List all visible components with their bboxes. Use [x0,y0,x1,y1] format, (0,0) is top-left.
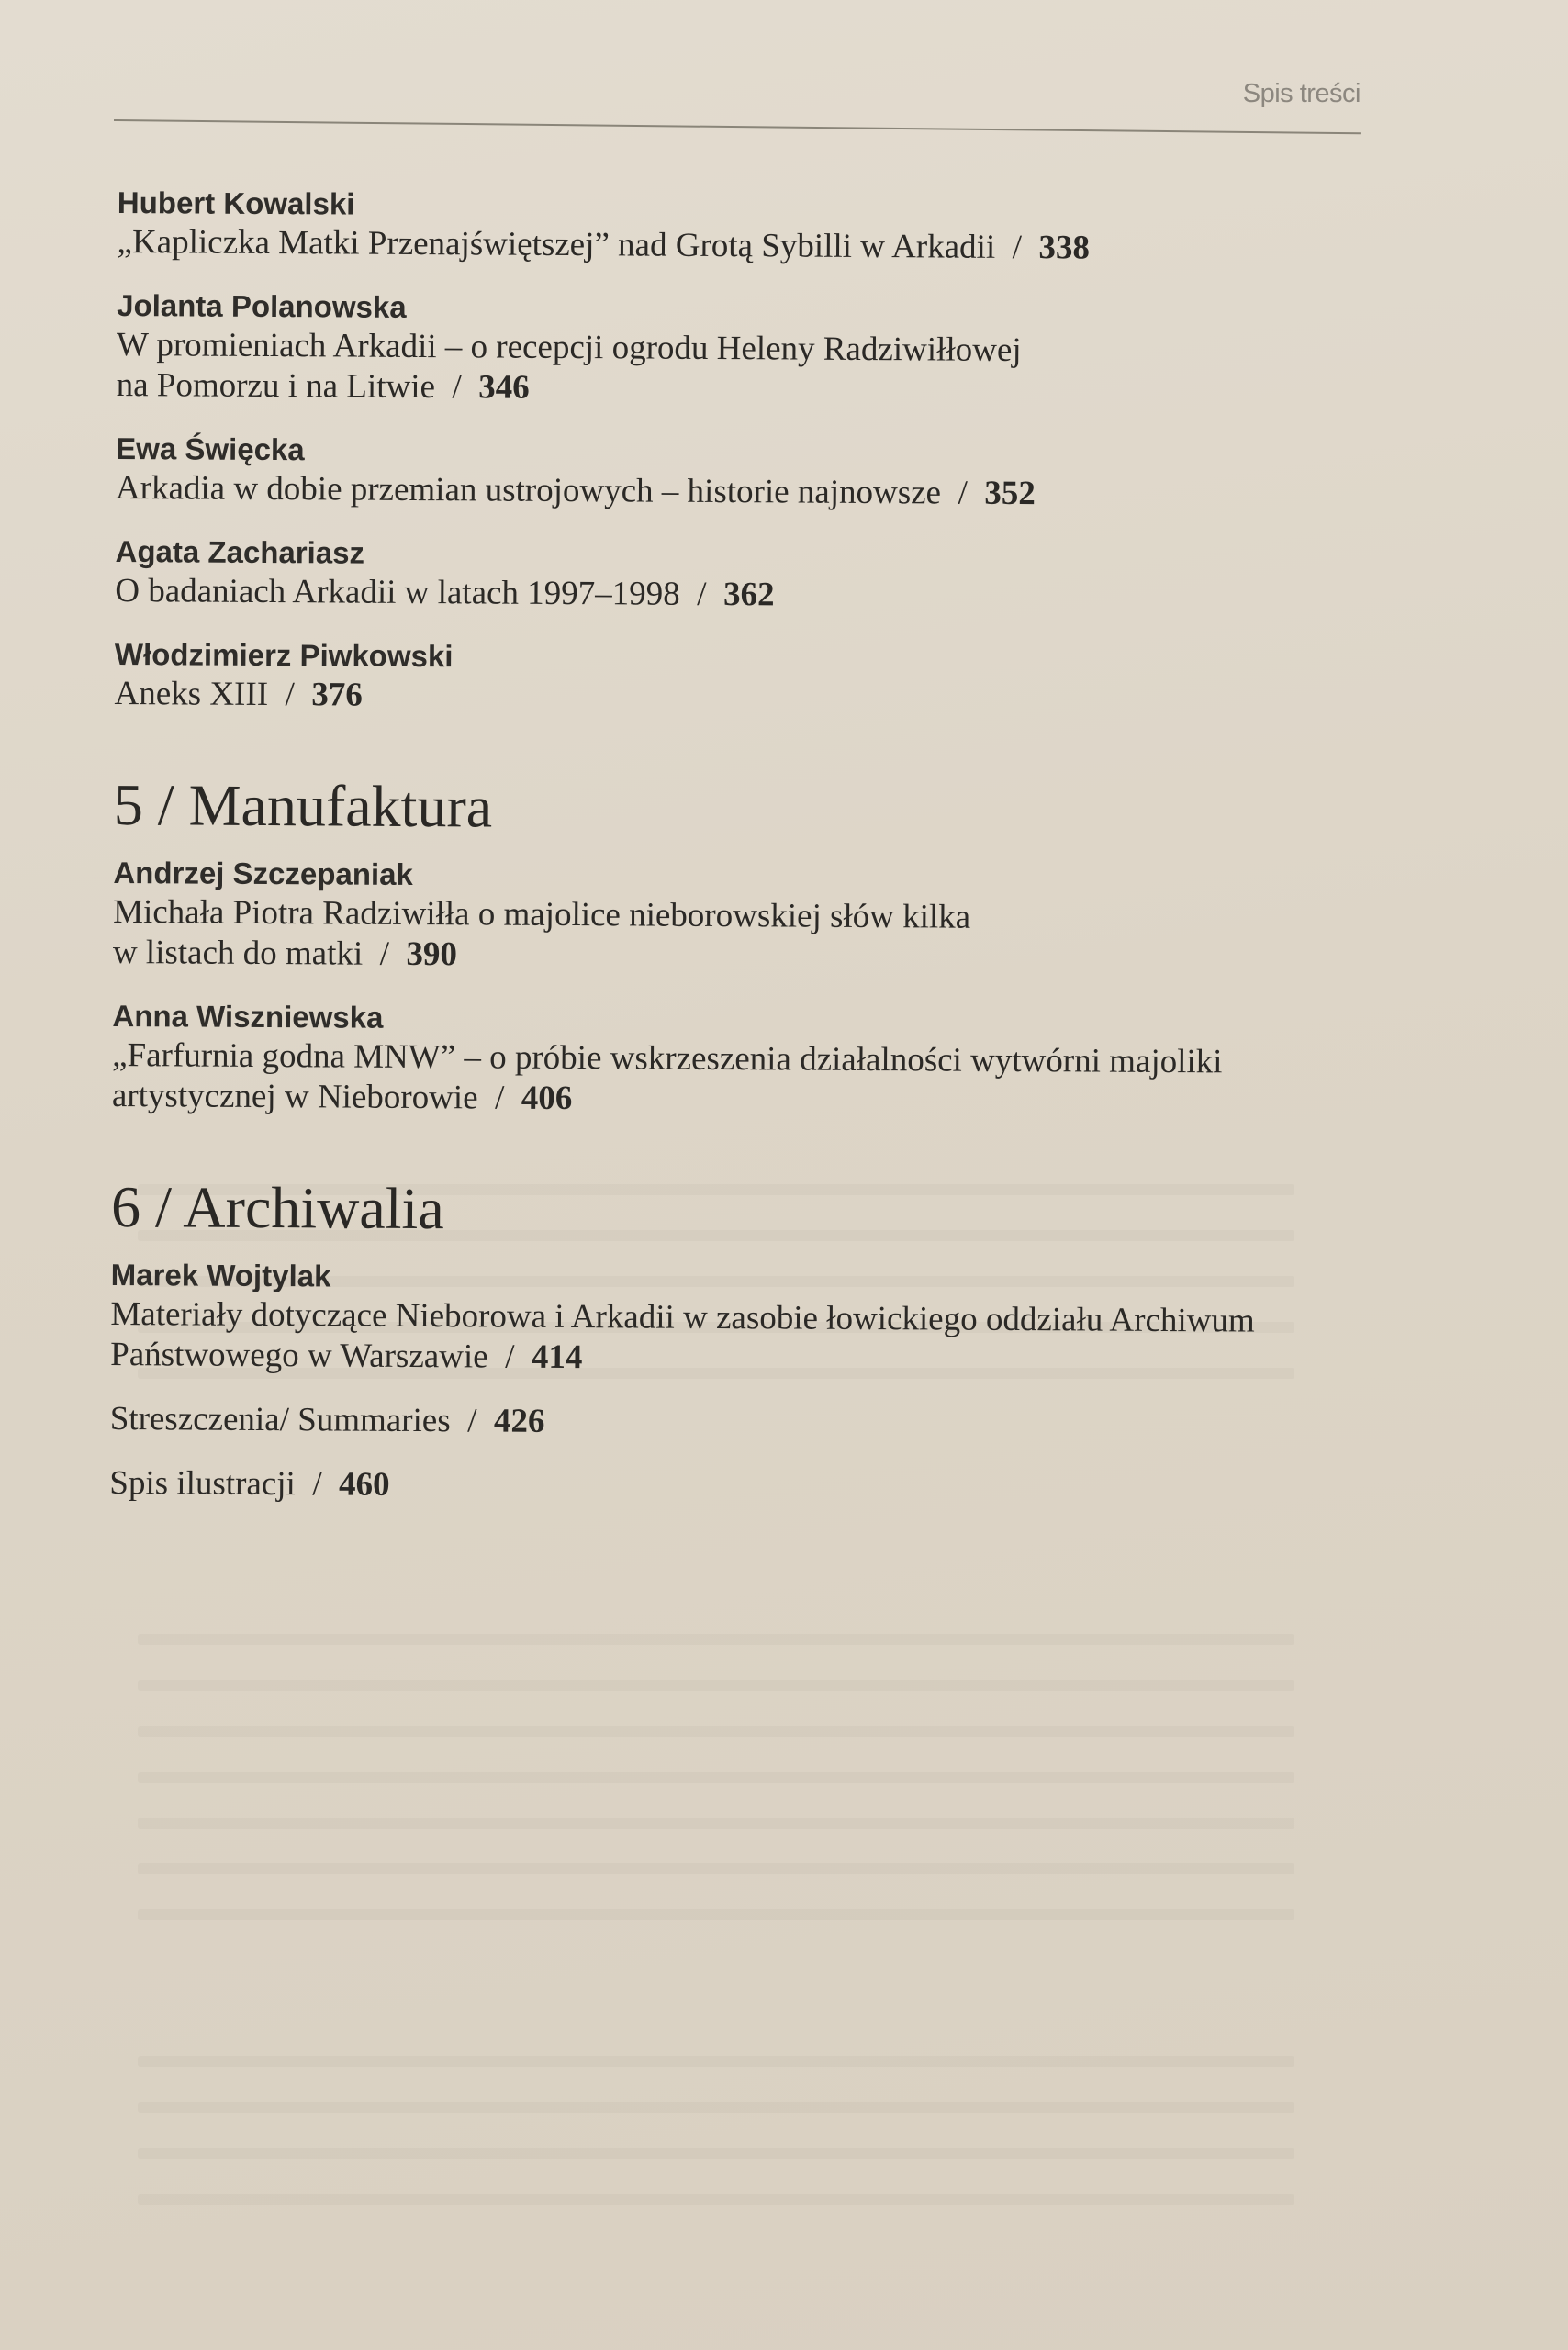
entry-title-text: w listach do matki [112,933,364,973]
entry-author: Włodzimierz Piwkowski [114,636,454,674]
entry-title-text: „Farfurnia godna MNW” – o próbie wskrzeszenia działalności wytwórni majoliki [112,1035,1223,1081]
page-number: 414 [531,1337,583,1377]
page-separator: / [267,676,312,714]
show-through-line [138,1818,1294,1829]
show-through-line [138,1909,1294,1920]
entry-title-text: Michała Piotra Radziwiłła o majolice nieborowskiej słów kilka [113,892,971,936]
entry-title-line [110,1335,1331,1382]
entry-author: Hubert Kowalski [117,185,355,221]
show-through-line [138,2056,1294,2067]
entry-title-text: Państwowego w Warszawie [110,1335,488,1376]
entry-title-line [116,468,1337,516]
entry-author: Anna Wiszniewska [112,998,384,1035]
toc-entry [115,532,1337,619]
show-through-line [138,2194,1294,2205]
show-through-line [138,1634,1294,1645]
page-number: 338 [1038,229,1091,267]
page-separator: / [679,575,724,614]
section-heading: 5 / Manufaktura [113,771,493,840]
page-number: 346 [478,368,530,407]
show-through-line [138,1772,1294,1783]
entry-title-text: W promieniach Arkadii – o recepcji ogrodu Heleny Radziwiłłowej [116,325,1022,370]
toc-entry [112,997,1334,1124]
toc-entry [117,184,1338,270]
entry-title-line [110,1399,1331,1447]
entry-title-line [117,365,1338,413]
page-number: 460 [338,1465,390,1504]
entry-title-text: Materiały dotyczące Nieborowa i Arkadii w zasobie łowickiego oddziału Archiwum [110,1294,1255,1340]
page-separator: / [477,1079,521,1117]
entry-title-line [114,674,1335,722]
toc-entry [116,430,1338,516]
page-separator: / [487,1337,532,1376]
toc-entry [109,1463,1330,1511]
page-number: 376 [311,676,363,714]
page-number: 426 [493,1402,545,1440]
entry-title-line [109,1463,1330,1511]
show-through-line [138,1863,1294,1874]
show-through-line [138,1680,1294,1691]
show-through-line [138,1726,1294,1737]
entry-title-line [117,222,1338,270]
entry-title-text: „Kapliczka Matki Przenajświętszej” nad Grotą Sybilli w Arkadii [117,222,996,266]
entry-title-text: Spis ilustracji [109,1463,296,1504]
show-through-line [138,2148,1294,2159]
toc-entry [110,1399,1331,1447]
entry-author: Andrzej Szczepaniak [113,855,413,891]
toc-entry [110,1256,1332,1382]
entry-author: Jolanta Polanowska [117,287,407,324]
page-number: 362 [722,576,775,614]
entry-author: Ewa Święcka [116,431,305,467]
entry-author: Agata Zachariasz [115,533,365,570]
page-separator: / [995,228,1039,267]
header-rule [114,119,1361,134]
toc-entry [117,286,1338,413]
entry-title-line [113,933,1334,980]
entry-title-text: Streszczenia/ Summaries [109,1399,451,1440]
entry-title-line [112,1076,1333,1124]
toc-entry [113,854,1335,980]
page-number: 406 [521,1079,573,1118]
section-heading: 6 / Archiwalia [110,1173,444,1242]
entry-title-text: na Pomorzu i na Litwie [116,365,436,407]
page-separator: / [363,934,407,973]
entry-title-text: O badaniach Arkadii w latach 1997–1998 [115,571,680,613]
entry-title-text: artystycznej w Nieborowie [111,1076,478,1117]
table-of-contents [109,184,1338,1535]
page-separator: / [295,1465,340,1504]
page-number: 352 [984,474,1036,513]
entry-title-text: Arkadia w dobie przemian ustrojowych – historie najnowsze [115,468,942,512]
page-separator: / [450,1402,495,1440]
entry-title-line [115,571,1336,619]
page-separator: / [434,368,479,407]
page-number: 390 [406,934,458,974]
running-header: Spis treści [1242,79,1361,108]
page-separator: / [940,474,985,512]
entry-author: Marek Wojtylak [110,1257,331,1293]
toc-entry [114,635,1336,722]
show-through-line [138,2102,1294,2113]
entry-title-text: Aneks XIII [114,674,269,714]
